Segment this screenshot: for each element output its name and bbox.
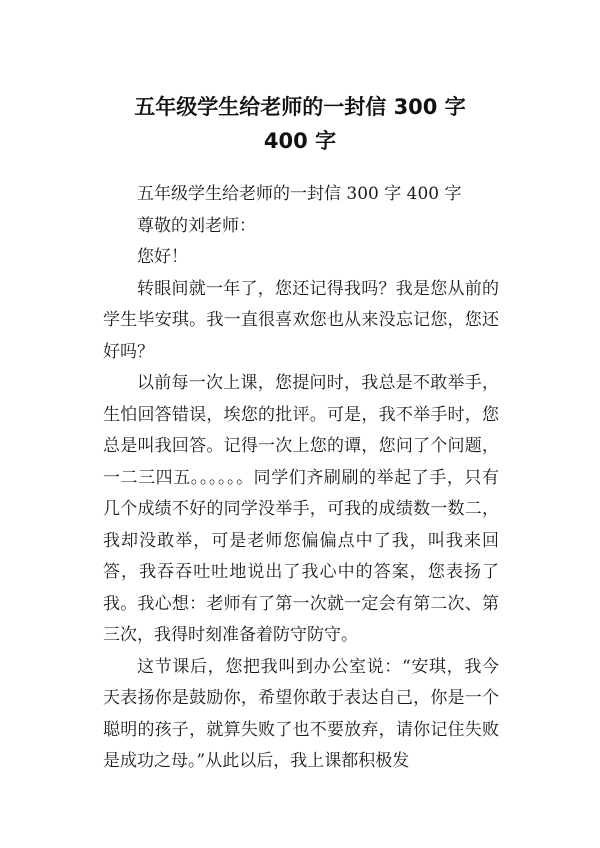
paragraph-body-3: 这节课后，您把我叫到办公室说：“安琪，我今天表扬你是鼓励你，希望你敢于表达自己，你是一个聪明的孩子，就算失败了也不要放弃，请你记住失败是成功之母。”从此以后，我上课都积极发 xyxy=(103,656,499,771)
paragraph-body-1: 转眼间就一年了，您还记得我吗？我是您从前的学生毕安琪。我一直很喜欢您也从来没忘记您，您还好吗？ xyxy=(103,278,499,362)
paragraph-subtitle: 五年级学生给老师的一封信 300 字 400 字 xyxy=(137,184,462,204)
document-title xyxy=(60,90,540,158)
document-body xyxy=(103,179,499,778)
paragraph-body-2: 以前每一次上课，您提问时，我总是不敢举手，生怕回答错误，埃您的批评。可是，我不举手时，您总是叫我回答。记得一次上您的谭，您问了个问题，一二三四五。。。。。。同学们齐刷刷的举起了手，只有几个成绩不好的同学没举手，可我的成绩数一数二，我却没敢举，可是老师您偏偏点中了我，叫我来回答，我吞吞吐吐地说出了我心中的答案，您表扬了我。我心想：老师有了第一次就一定会有第二次、第三次，我得时刻准备着防守防守。 xyxy=(103,373,499,645)
paragraph-salutation: 尊敬的刘老师： xyxy=(137,215,256,236)
title-line-1: 五年级学生给老师的一封信 300 字 xyxy=(134,95,466,120)
title-line-2: 400 字 xyxy=(263,129,337,154)
paragraph-greeting: 您好！ xyxy=(137,247,188,267)
